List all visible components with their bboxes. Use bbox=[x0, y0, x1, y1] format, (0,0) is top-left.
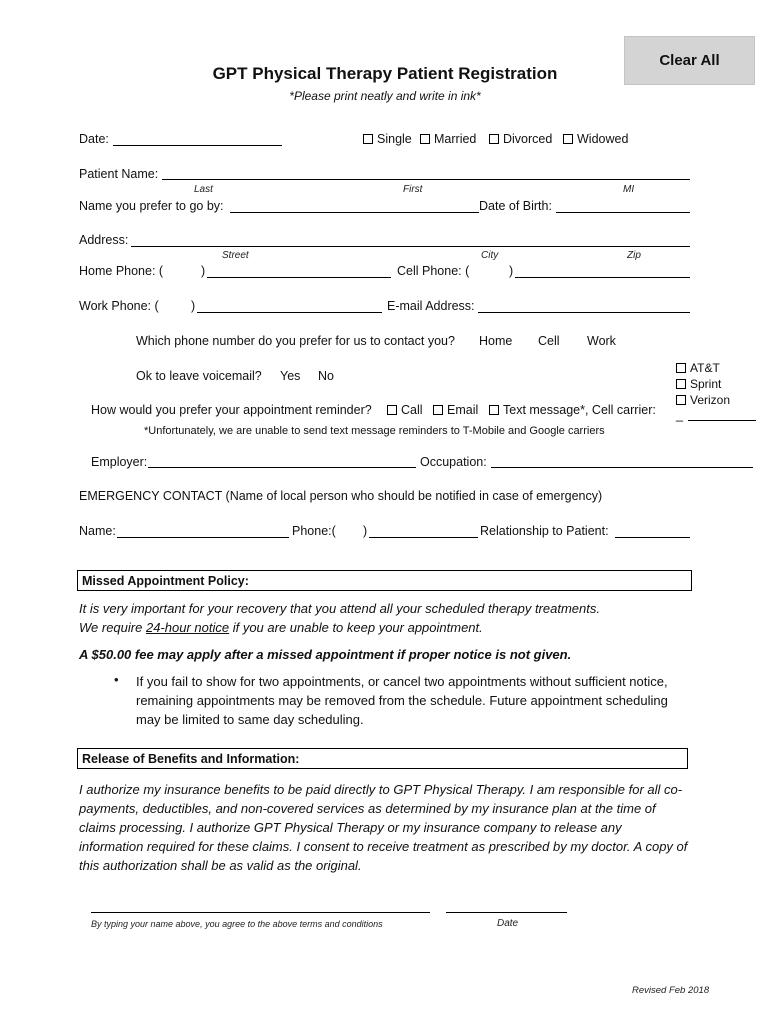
city-sublabel: City bbox=[481, 250, 499, 261]
zip-sublabel: Zip bbox=[627, 250, 641, 261]
checkbox-icon[interactable] bbox=[676, 379, 686, 389]
first-name-sublabel: First bbox=[403, 184, 423, 195]
reminder-note: *Unfortunately, we are unable to send text message reminders to T-Mobile and Google carriers bbox=[144, 425, 605, 437]
work-phone-paren: ) bbox=[191, 299, 196, 313]
cell-phone-field[interactable] bbox=[515, 277, 690, 278]
last-name-sublabel: Last bbox=[194, 184, 213, 195]
voicemail-no[interactable]: No bbox=[318, 369, 334, 383]
reminder-question: How would you prefer your appointment reminder? bbox=[91, 403, 372, 417]
bullet-icon: • bbox=[114, 672, 119, 687]
contact-option-cell[interactable]: Cell bbox=[538, 334, 560, 348]
contact-option-work[interactable]: Work bbox=[587, 334, 616, 348]
marital-married[interactable]: Married bbox=[420, 132, 476, 146]
contact-option-home[interactable]: Home bbox=[479, 334, 513, 348]
checkbox-icon[interactable] bbox=[363, 134, 373, 144]
employer-field[interactable] bbox=[148, 467, 416, 468]
voicemail-question: Ok to leave voicemail? bbox=[136, 369, 262, 383]
carrier-verizon[interactable]: Verizon bbox=[676, 393, 730, 407]
voicemail-yes[interactable]: Yes bbox=[280, 369, 301, 383]
work-phone-field[interactable] bbox=[197, 312, 382, 313]
reminder-call[interactable]: Call bbox=[387, 403, 423, 417]
employer-label: Employer: bbox=[91, 455, 148, 469]
ec-relationship-field[interactable] bbox=[615, 537, 690, 538]
ec-name-label: Name: bbox=[79, 524, 116, 538]
checkbox-icon[interactable] bbox=[420, 134, 430, 144]
release-heading: Release of Benefits and Information: bbox=[77, 748, 688, 769]
signature-date-field[interactable] bbox=[446, 912, 567, 913]
form-subtitle: *Please print neatly and write in ink* bbox=[289, 89, 481, 103]
revised-date: Revised Feb 2018 bbox=[632, 985, 710, 996]
work-phone-label: Work Phone: ( bbox=[79, 299, 159, 313]
carrier-sprint[interactable]: Sprint bbox=[676, 377, 721, 391]
signature-terms: By typing your name above, you agree to the above terms and conditions bbox=[91, 919, 383, 929]
home-phone-label: Home Phone: ( bbox=[79, 264, 164, 278]
dob-label: Date of Birth: bbox=[479, 199, 552, 213]
marital-divorced[interactable]: Divorced bbox=[489, 132, 552, 146]
missed-policy-line1: It is very important for your recovery that you attend all your scheduled therapy treatments. bbox=[79, 601, 600, 616]
ec-phone-field[interactable] bbox=[369, 537, 478, 538]
checkbox-icon[interactable] bbox=[489, 134, 499, 144]
date-label: Date: bbox=[79, 132, 109, 146]
checkbox-icon[interactable] bbox=[563, 134, 573, 144]
clear-all-button[interactable]: Clear All bbox=[624, 36, 755, 85]
carrier-other-field[interactable] bbox=[688, 420, 756, 421]
email-label: E-mail Address: bbox=[387, 299, 475, 313]
carrier-att[interactable]: AT&T bbox=[676, 361, 720, 375]
home-phone-paren: ) bbox=[201, 264, 206, 278]
emergency-heading: EMERGENCY CONTACT (Name of local person who should be notified in case of emergency) bbox=[79, 489, 603, 503]
checkbox-icon[interactable] bbox=[489, 405, 499, 415]
carrier-other-marker: _ bbox=[676, 408, 683, 422]
cell-phone-label: Cell Phone: ( bbox=[397, 264, 470, 278]
reminder-email[interactable]: Email bbox=[433, 403, 478, 417]
form-title: GPT Physical Therapy Patient Registration bbox=[212, 64, 558, 83]
checkbox-icon[interactable] bbox=[676, 363, 686, 373]
ec-phone-label: Phone:( bbox=[292, 524, 336, 538]
occupation-label: Occupation: bbox=[420, 455, 487, 469]
patient-name-field[interactable] bbox=[162, 179, 690, 180]
home-phone-field[interactable] bbox=[207, 277, 391, 278]
checkbox-icon[interactable] bbox=[433, 405, 443, 415]
dob-field[interactable] bbox=[556, 212, 690, 213]
marital-widowed[interactable]: Widowed bbox=[563, 132, 628, 146]
ec-name-field[interactable] bbox=[117, 537, 289, 538]
ec-relationship-label: Relationship to Patient: bbox=[480, 524, 609, 538]
mi-sublabel: MI bbox=[623, 184, 635, 195]
missed-policy-heading: Missed Appointment Policy: bbox=[77, 570, 692, 591]
occupation-field[interactable] bbox=[491, 467, 753, 468]
reminder-text[interactable]: Text message*, Cell carrier: bbox=[489, 403, 656, 417]
signature-date-label: Date bbox=[497, 918, 519, 929]
contact-pref-question: Which phone number do you prefer for us to contact you? bbox=[136, 334, 455, 348]
address-label: Address: bbox=[79, 233, 129, 247]
preferred-name-label: Name you prefer to go by: bbox=[79, 199, 224, 213]
marital-single[interactable]: Single bbox=[363, 132, 412, 146]
checkbox-icon[interactable] bbox=[676, 395, 686, 405]
missed-policy-fee: A $50.00 fee may apply after a missed appointment if proper notice is not given. bbox=[79, 647, 572, 662]
signature-field[interactable] bbox=[91, 912, 430, 913]
date-field[interactable] bbox=[113, 145, 282, 146]
release-text: I authorize my insurance benefits to be paid directly to GPT Physical Therapy. I am responsible for all co-payments, deductibles, and non-covered services as determined by my insurance plan at the time of claims processing. I authorize GPT Physical Therapy or my insurance company to release any information required for these claims. I consent to receive treatment as prescribed by my doctor. A copy of this authorization shall be as valid as the original. bbox=[79, 782, 688, 873]
preferred-name-field[interactable] bbox=[230, 212, 479, 213]
cell-phone-paren: ) bbox=[509, 264, 514, 278]
address-field[interactable] bbox=[131, 246, 690, 247]
missed-policy-bullet: If you fail to show for two appointments, or cancel two appointments without sufficient notice, remaining appointments may be removed from the schedule. Future appointment scheduling may be limited to same day scheduling. bbox=[136, 674, 668, 727]
missed-policy-line2: We require 24-hour notice if you are unable to keep your appointment. bbox=[79, 620, 483, 635]
ec-phone-paren: ) bbox=[363, 524, 368, 538]
email-field[interactable] bbox=[478, 312, 690, 313]
checkbox-icon[interactable] bbox=[387, 405, 397, 415]
street-sublabel: Street bbox=[222, 250, 249, 261]
patient-name-label: Patient Name: bbox=[79, 167, 159, 181]
